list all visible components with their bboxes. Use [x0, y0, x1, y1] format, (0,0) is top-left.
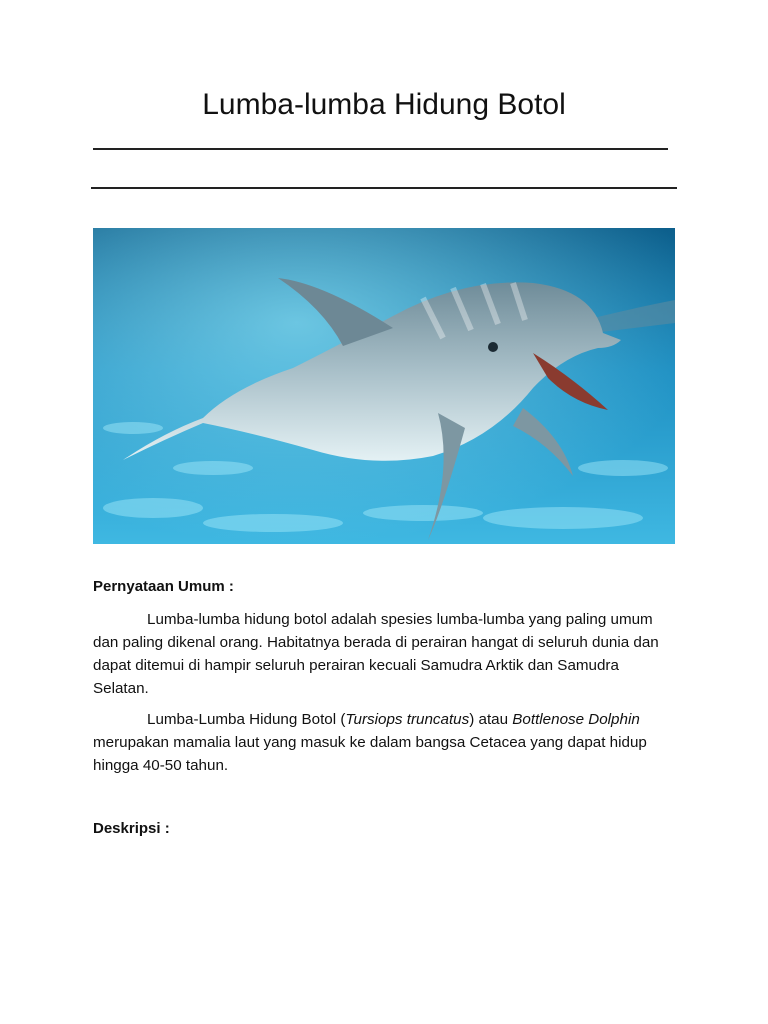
section-heading-pernyataan-umum: Pernyataan Umum : [93, 578, 234, 595]
paragraph-intro: Lumba-lumba hidung botol adalah spesies lumba-lumba yang paling umum dan paling dikenal orang. Habitatnya berada di perairan hangat di seluruh dunia dan dapat ditemui di hampir seluruh perairan kecuali Samudra Arktik dan Samudra Selatan. [93, 611, 659, 697]
text-fragment: Lumba-Lumba Hidung Botol ( [147, 711, 346, 728]
english-name: Bottlenose Dolphin [512, 711, 640, 728]
text-fragment: merupakan mamalia laut yang masuk ke dalam bangsa Cetacea yang dapat hidup hingga 40-50 tahun. [93, 734, 647, 774]
text-fragment: ) atau [469, 711, 513, 728]
dolphin-image [93, 228, 675, 544]
dolphin-photo [93, 228, 675, 544]
scientific-name: Tursiops truncatus [345, 711, 470, 728]
paragraph-scientific-name [93, 708, 673, 777]
section-heading-deskripsi: Deskripsi : [93, 820, 170, 837]
document-title: Lumba-lumba Hidung Botol [202, 88, 566, 121]
horizontal-rule [91, 187, 677, 189]
title-underline [93, 148, 668, 150]
